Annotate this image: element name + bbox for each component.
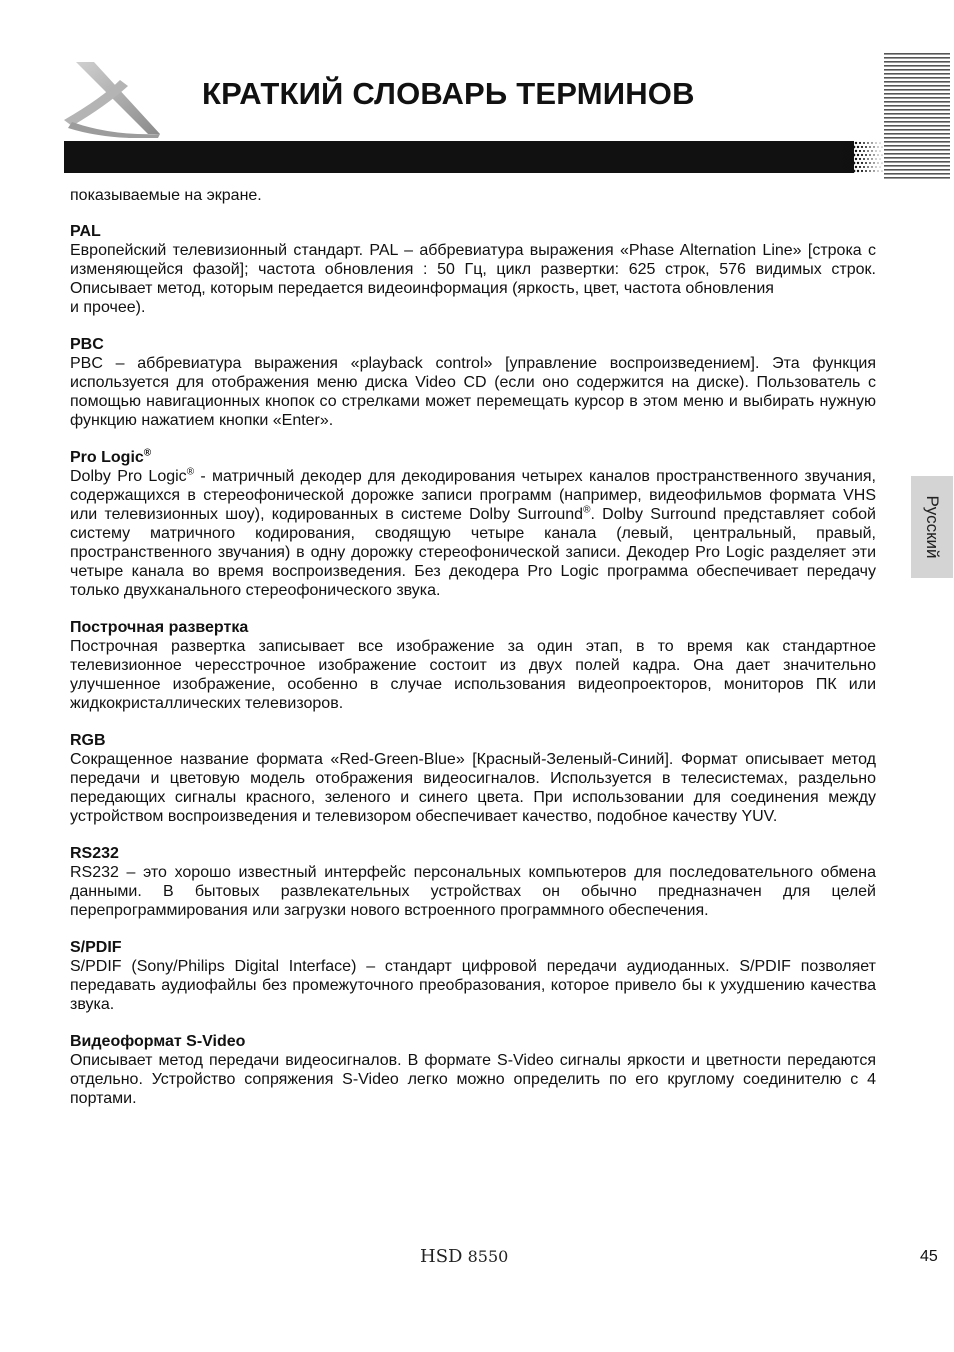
glossary-entry-spdif [70, 938, 876, 1014]
brand-letter: H [420, 1246, 436, 1267]
glossary-entry-pbc [70, 335, 876, 430]
entry-body: RS232 – это хорошо известный интерфейс персональных компьютеров для последовательного обмена данными. В бытовых развлекательных устройствах он обычно предназначен для целей перепрограммирования или загрузки нового встроенного программного обеспечения. [70, 864, 876, 919]
glossary-entry-pal [70, 222, 876, 317]
page-number: 45 [920, 1248, 938, 1265]
header-dots-decoration [842, 141, 884, 173]
entry-body: S/PDIF (Sony/Philips Digital Interface) – стандарт цифровой передачи аудиоданных. S/PDIF позволяет передавать аудиофайлы без промежуточного преобразования, которое привело бы к ухудшению качества звука. [70, 958, 876, 1013]
entry-title [70, 448, 876, 467]
registered-mark: ® [186, 466, 195, 478]
language-tab-label: Русский [923, 495, 942, 559]
registered-mark: ® [583, 504, 591, 516]
x-brand-logo-icon [62, 62, 162, 138]
entry-body-part: - матричный декодер для декодирования четырех каналов пространственного звучания, содержащихся в стереофонической дорожке записи программ (например, видеофильмов формата VHS или телевизионных шоу), кодированных в системе Dolby Surround [70, 468, 877, 523]
entry-body [70, 467, 876, 600]
entry-body-part: . Dolby Surround представляет собой систему матричного кодирования, сводящую четыре канала (левый, центральный, правый, пространственного звучания) в одну дорожку стереофонической записи. Декодер Pro Logic разделяет эти четыре канала во время воспроизведения. Без декодера Pro Logic программа обеспечивает передачу только двухканального стереофонического звука. [70, 506, 876, 599]
glossary-entry-pro-logic [70, 448, 876, 600]
language-tab [911, 476, 953, 578]
entry-title: PAL [70, 223, 101, 240]
glossary-content [70, 186, 876, 1126]
entry-title-text: Pro Logic [70, 449, 144, 466]
registered-mark: ® [143, 447, 152, 459]
glossary-entry-progressive-scan [70, 618, 876, 713]
brand-letter: D [448, 1246, 463, 1267]
entry-title: RS232 [70, 845, 119, 862]
entry-title: RGB [70, 732, 106, 749]
glossary-entry-rgb [70, 731, 876, 826]
entry-body: Европейский телевизионный стандарт. PAL – аббревиатура выражения «Phase Alternation Line» [строка с изменяющейся фазой]; частота обновления : 50 Гц, цикл развертки: 625 строк, 576 видимых строк. Описывает метод, которым передается видеоинформация (яркость, цвет, частота обновления [70, 242, 876, 297]
entry-title: Видеоформат S-Video [70, 1033, 246, 1050]
glossary-entry-rs232 [70, 844, 876, 920]
entry-title: S/PDIF [70, 939, 122, 956]
glossary-entry-s-video [70, 1032, 876, 1108]
entry-body: Сокращенное название формата «Red-Green-Blue» [Красный-Зеленый-Синий]. Формат описывает метод передачи и цветовую модель отображения видеосигналов. Используется в телесистемах, раздельно передающих сигналы красного, зеленого и синего цвета. При использовании для соединения между устройством воспроизведения и телевизором обеспечивает качество, подобное качеству YUV. [70, 751, 876, 825]
entry-body-continuation: и прочее). [70, 299, 146, 316]
entry-title: PBC [70, 336, 104, 353]
brand-letter: S [435, 1246, 449, 1267]
entry-body: PBC – аббревиатура выражения «playback control» [управление воспроизведением]. Эта функция используется для отображения меню диска Video CD (если оно содержится на диске). Пользователь с помощью навигационных кнопок со стрелками может перемещать курсор в этом меню и выбирать нужную функцию нажатием кнопки «Enter». [70, 355, 876, 429]
entry-body: Построчная развертка записывает все изображение за один этап, в то время как стандартное телевизионное чересстрочное изображение состоит из двух полей кадра. Она дает значительно улучшенное изображение, особенно в случае использования видеопроекторов, мониторов ПК или жидкокристаллических телевизоров. [70, 638, 876, 712]
entry-body-part: Dolby Pro Logic [70, 468, 187, 485]
page-title: КРАТКИЙ СЛОВАРЬ ТЕРМИНОВ [202, 76, 695, 111]
entry-body: Описывает метод передачи видеосигналов. В формате S-Video сигналы яркости и цветности передаются отдельно. Устройство сопряжения S-Video легко можно определить по его круглому соединителю с 4 портами. [70, 1052, 876, 1107]
footer-brand [420, 1246, 508, 1267]
header-bar [64, 141, 854, 173]
corner-stripes-decoration [884, 52, 950, 180]
continuation-text: показываемые на экране. [70, 187, 262, 204]
entry-title: Построчная развертка [70, 619, 249, 636]
model-number: 8550 [467, 1247, 509, 1266]
